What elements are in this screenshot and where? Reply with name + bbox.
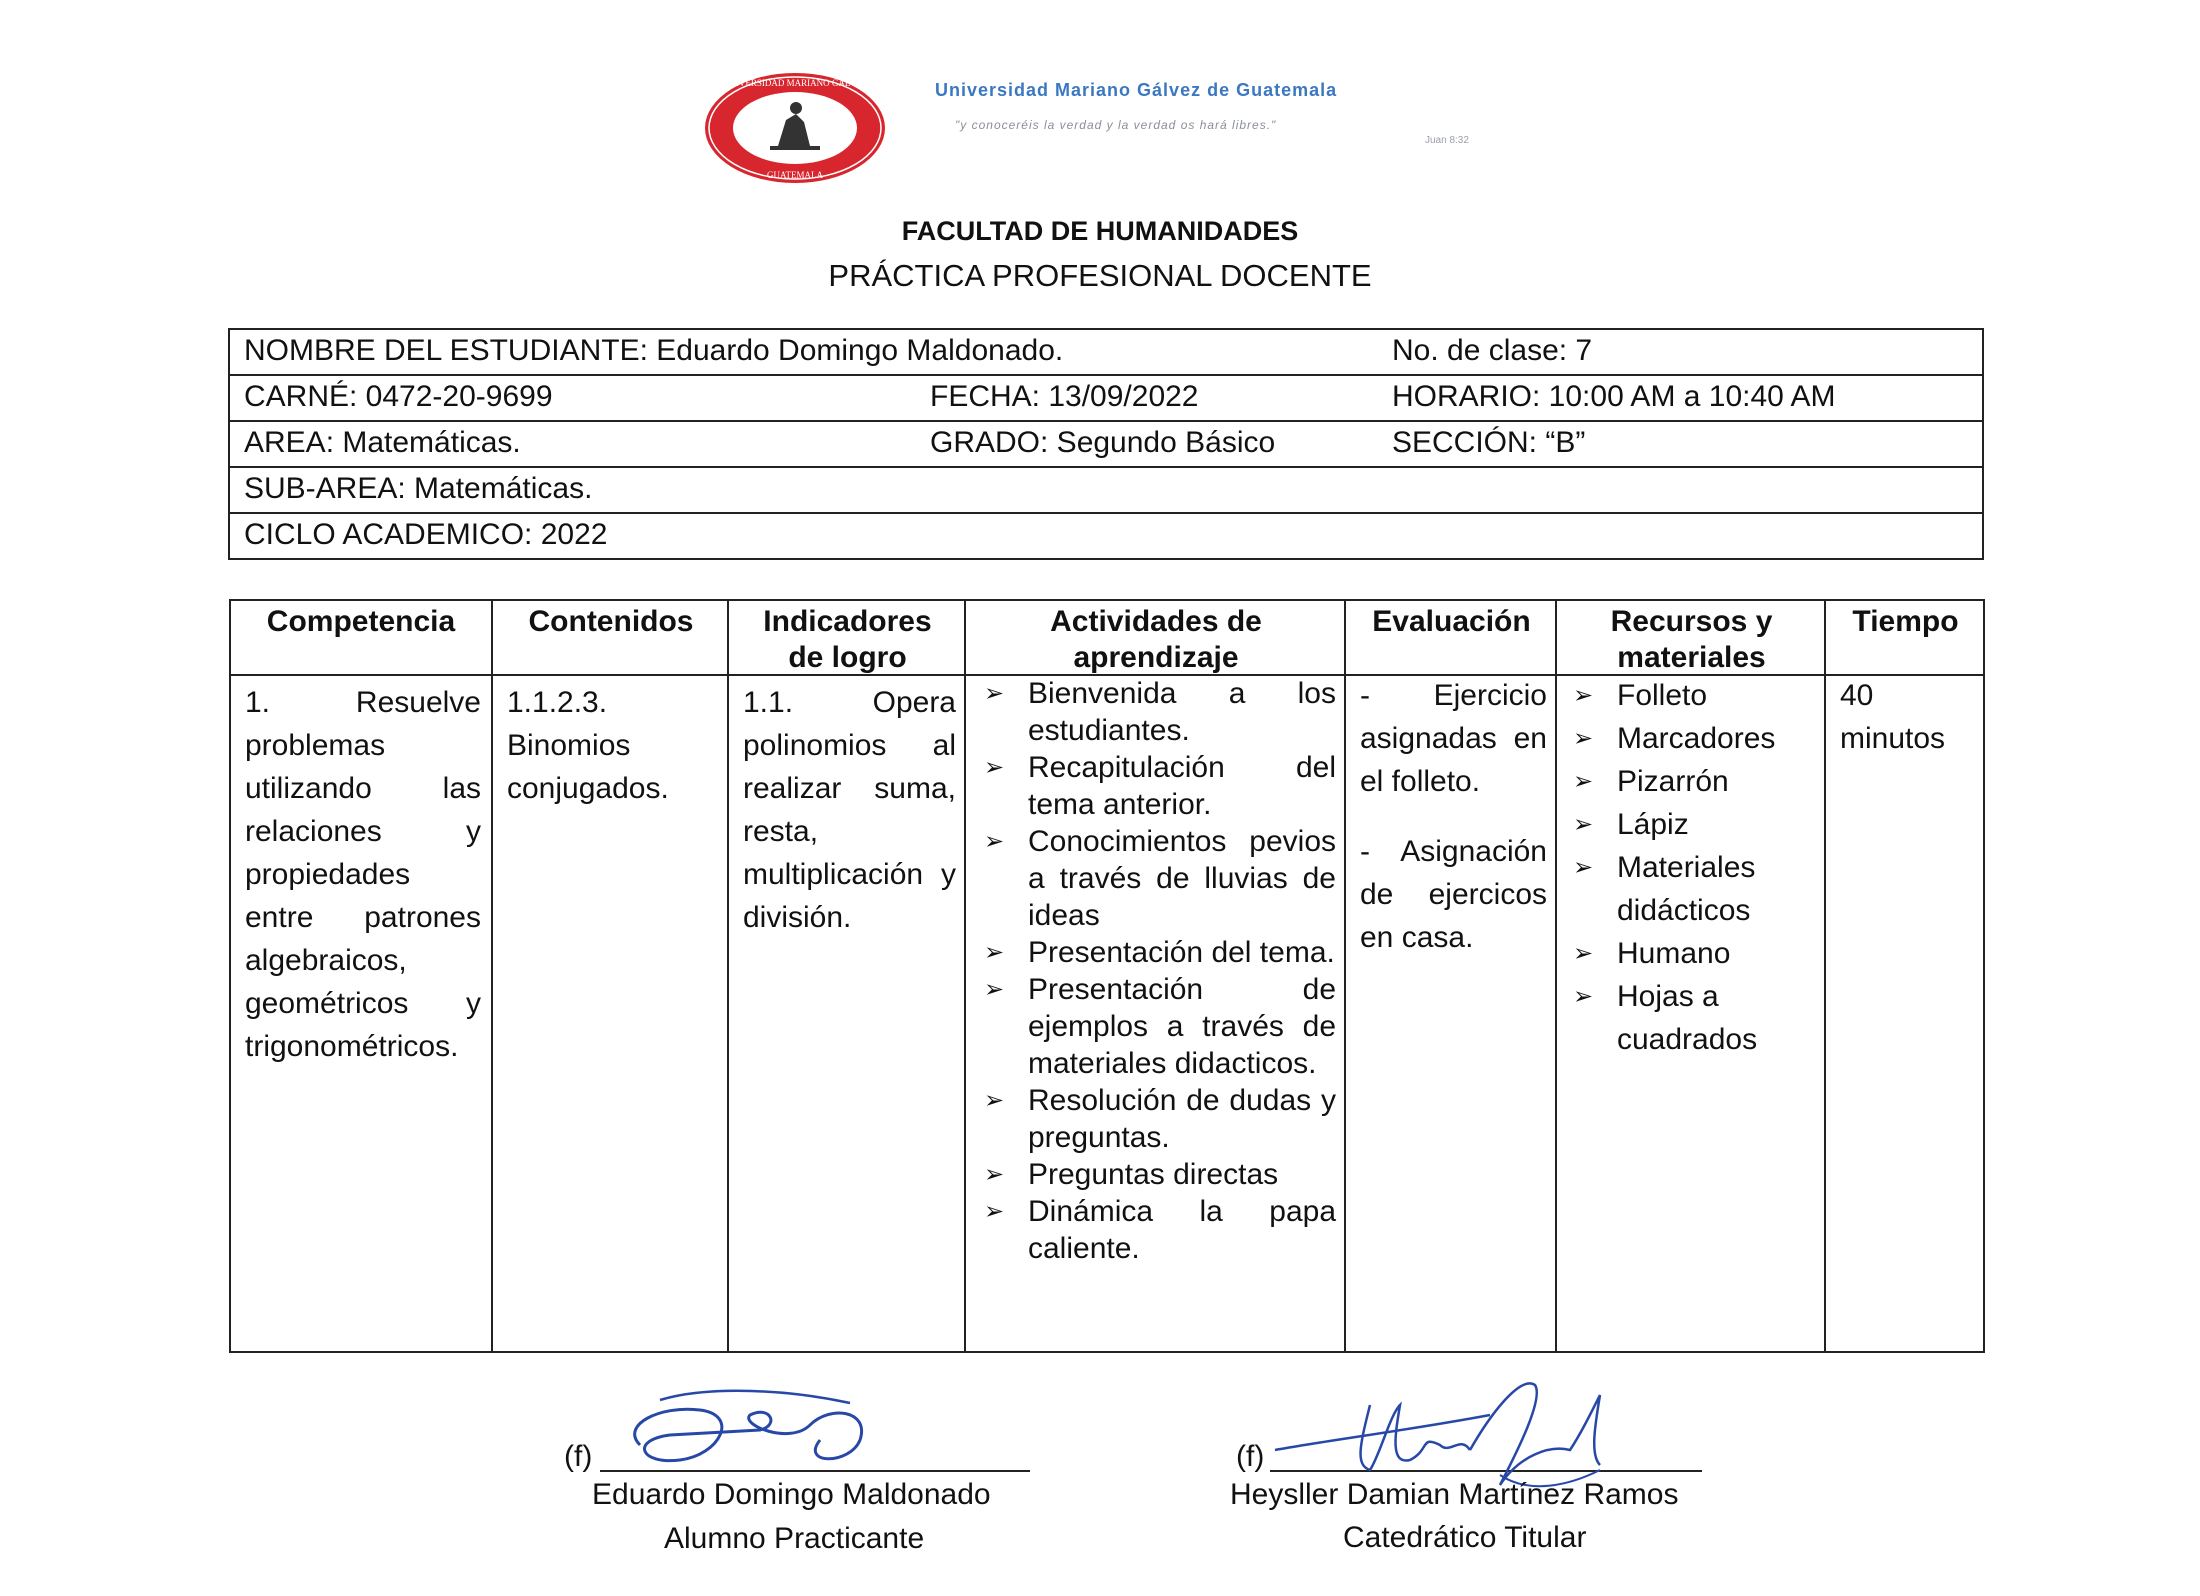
faculty-title: FACULTAD DE HUMANIDADES [901, 216, 1299, 246]
subarea: SUB-AREA: Matemáticas. [244, 472, 593, 505]
actividad-item: ➢ Presentación del tema. [982, 934, 1336, 971]
ciclo-academico: CICLO ACADEMICO: 2022 [244, 518, 608, 551]
competencia-text: 1. Resuelve problemas utilizando las relaciones y propiedades entre patrones algebraicos, geométricos y trigonométricos. [245, 686, 481, 1063]
info-row [230, 376, 1982, 422]
evaluacion-item: - Asignación de ejercicos en casa. [1360, 835, 1547, 954]
signer-right-role: Catedrático Titular [1343, 1521, 1587, 1554]
column-contenidos [491, 601, 729, 1351]
motto-verse: Juan 8:32 [1425, 135, 1469, 146]
svg-text:GUATEMALA: GUATEMALA [767, 170, 823, 180]
actividad-item: ➢ Resolución de dudas y preguntas. [982, 1082, 1336, 1156]
actividad-item: ➢ Preguntas directas [982, 1156, 1336, 1193]
header-contenidos: Contenidos [528, 605, 694, 638]
column-tiempo [1824, 601, 1985, 1351]
recurso-item: ➢ Folleto [1571, 674, 1816, 717]
actividad-item: ➢ Presentación de ejemplos a través de materiales didacticos. [982, 971, 1336, 1082]
info-row [230, 330, 1982, 376]
area: AREA: Matemáticas. [244, 426, 521, 459]
actividad-item: ➢ Bienvenida a los estudiantes. [982, 675, 1336, 749]
info-row [230, 514, 1982, 558]
signer-left-name: Eduardo Domingo Maldonado [592, 1478, 991, 1511]
header-recursos: Recursos y materiales [1610, 605, 1773, 674]
tiempo-text: 40 minutos [1840, 679, 1946, 755]
info-row [230, 422, 1982, 468]
recurso-item: ➢ Hojas a cuadrados [1571, 975, 1816, 1061]
recurso-item: ➢ Lápiz [1571, 803, 1816, 846]
document-title: PRÁCTICA PROFESIONAL DOCENTE [828, 258, 1372, 293]
column-actividades [964, 601, 1346, 1351]
evaluacion-text [1360, 674, 1547, 986]
carne: CARNÉ: 0472-20-9699 [244, 380, 553, 413]
signer-left-role: Alumno Practicante [664, 1522, 925, 1555]
signer-right-name: Heysller Damian Martínez Ramos [1230, 1478, 1679, 1511]
actividad-item: ➢ Recapitulación del tema anterior. [982, 749, 1336, 823]
university-name: Universidad Mariano Gálvez de Guatemala [935, 80, 1338, 100]
lesson-plan-table [229, 599, 1985, 1353]
actividad-item: ➢ Conocimientos pevios a través de lluvias de ideas [982, 823, 1336, 934]
header-indicadores: Indicadores de logro [763, 605, 932, 674]
recurso-item: ➢ Pizarrón [1571, 760, 1816, 803]
header-actividades: Actividades de aprendizaje [1050, 605, 1262, 674]
seccion: SECCIÓN: “B” [1392, 426, 1586, 459]
recurso-item: ➢ Marcadores [1571, 717, 1816, 760]
horario: HORARIO: 10:00 AM a 10:40 AM [1392, 380, 1836, 413]
handwritten-signature-left [600, 1385, 900, 1475]
student-name: NOMBRE DEL ESTUDIANTE: Eduardo Domingo Maldonado. [244, 334, 1064, 367]
university-seal-logo [700, 68, 890, 188]
column-competencia [231, 601, 491, 1351]
grado: GRADO: Segundo Básico [930, 426, 1276, 459]
header-evaluacion: Evaluación [1372, 605, 1531, 638]
student-info-table [228, 328, 1984, 560]
info-row [230, 468, 1982, 514]
university-motto: "y conoceréis la verdad y la verdad os hará libres." [955, 118, 1277, 132]
recurso-item: ➢ Materiales didácticos [1571, 846, 1816, 932]
column-recursos [1555, 601, 1826, 1351]
column-evaluacion [1344, 601, 1557, 1351]
actividades-list [982, 675, 1336, 1267]
header-competencia: Competencia [266, 605, 456, 638]
recurso-item: ➢ Humano [1571, 932, 1816, 975]
signature-prefix-right: (f) [1236, 1440, 1265, 1473]
actividad-item: ➢ Dinámica la papa caliente. [982, 1193, 1336, 1267]
recursos-list [1571, 674, 1816, 1061]
contenidos-text: 1.1.2.3. Binomios conjugados. [507, 686, 669, 805]
class-number: No. de clase: 7 [1392, 334, 1593, 367]
evaluacion-item: - Ejercicio asignadas en el folleto. [1360, 679, 1547, 798]
column-indicadores [727, 601, 966, 1351]
header-divider [231, 674, 1983, 676]
header-tiempo: Tiempo [1852, 605, 1959, 638]
signature-prefix-left: (f) [564, 1440, 593, 1473]
fecha: FECHA: 13/09/2022 [930, 380, 1199, 413]
svg-text:UNIVERSIDAD MARIANO GALVEZ: UNIVERSIDAD MARIANO GALVEZ [722, 78, 868, 88]
indicadores-text: 1.1. Opera polinomios al realizar suma, resta, multiplicación y división. [743, 686, 956, 934]
